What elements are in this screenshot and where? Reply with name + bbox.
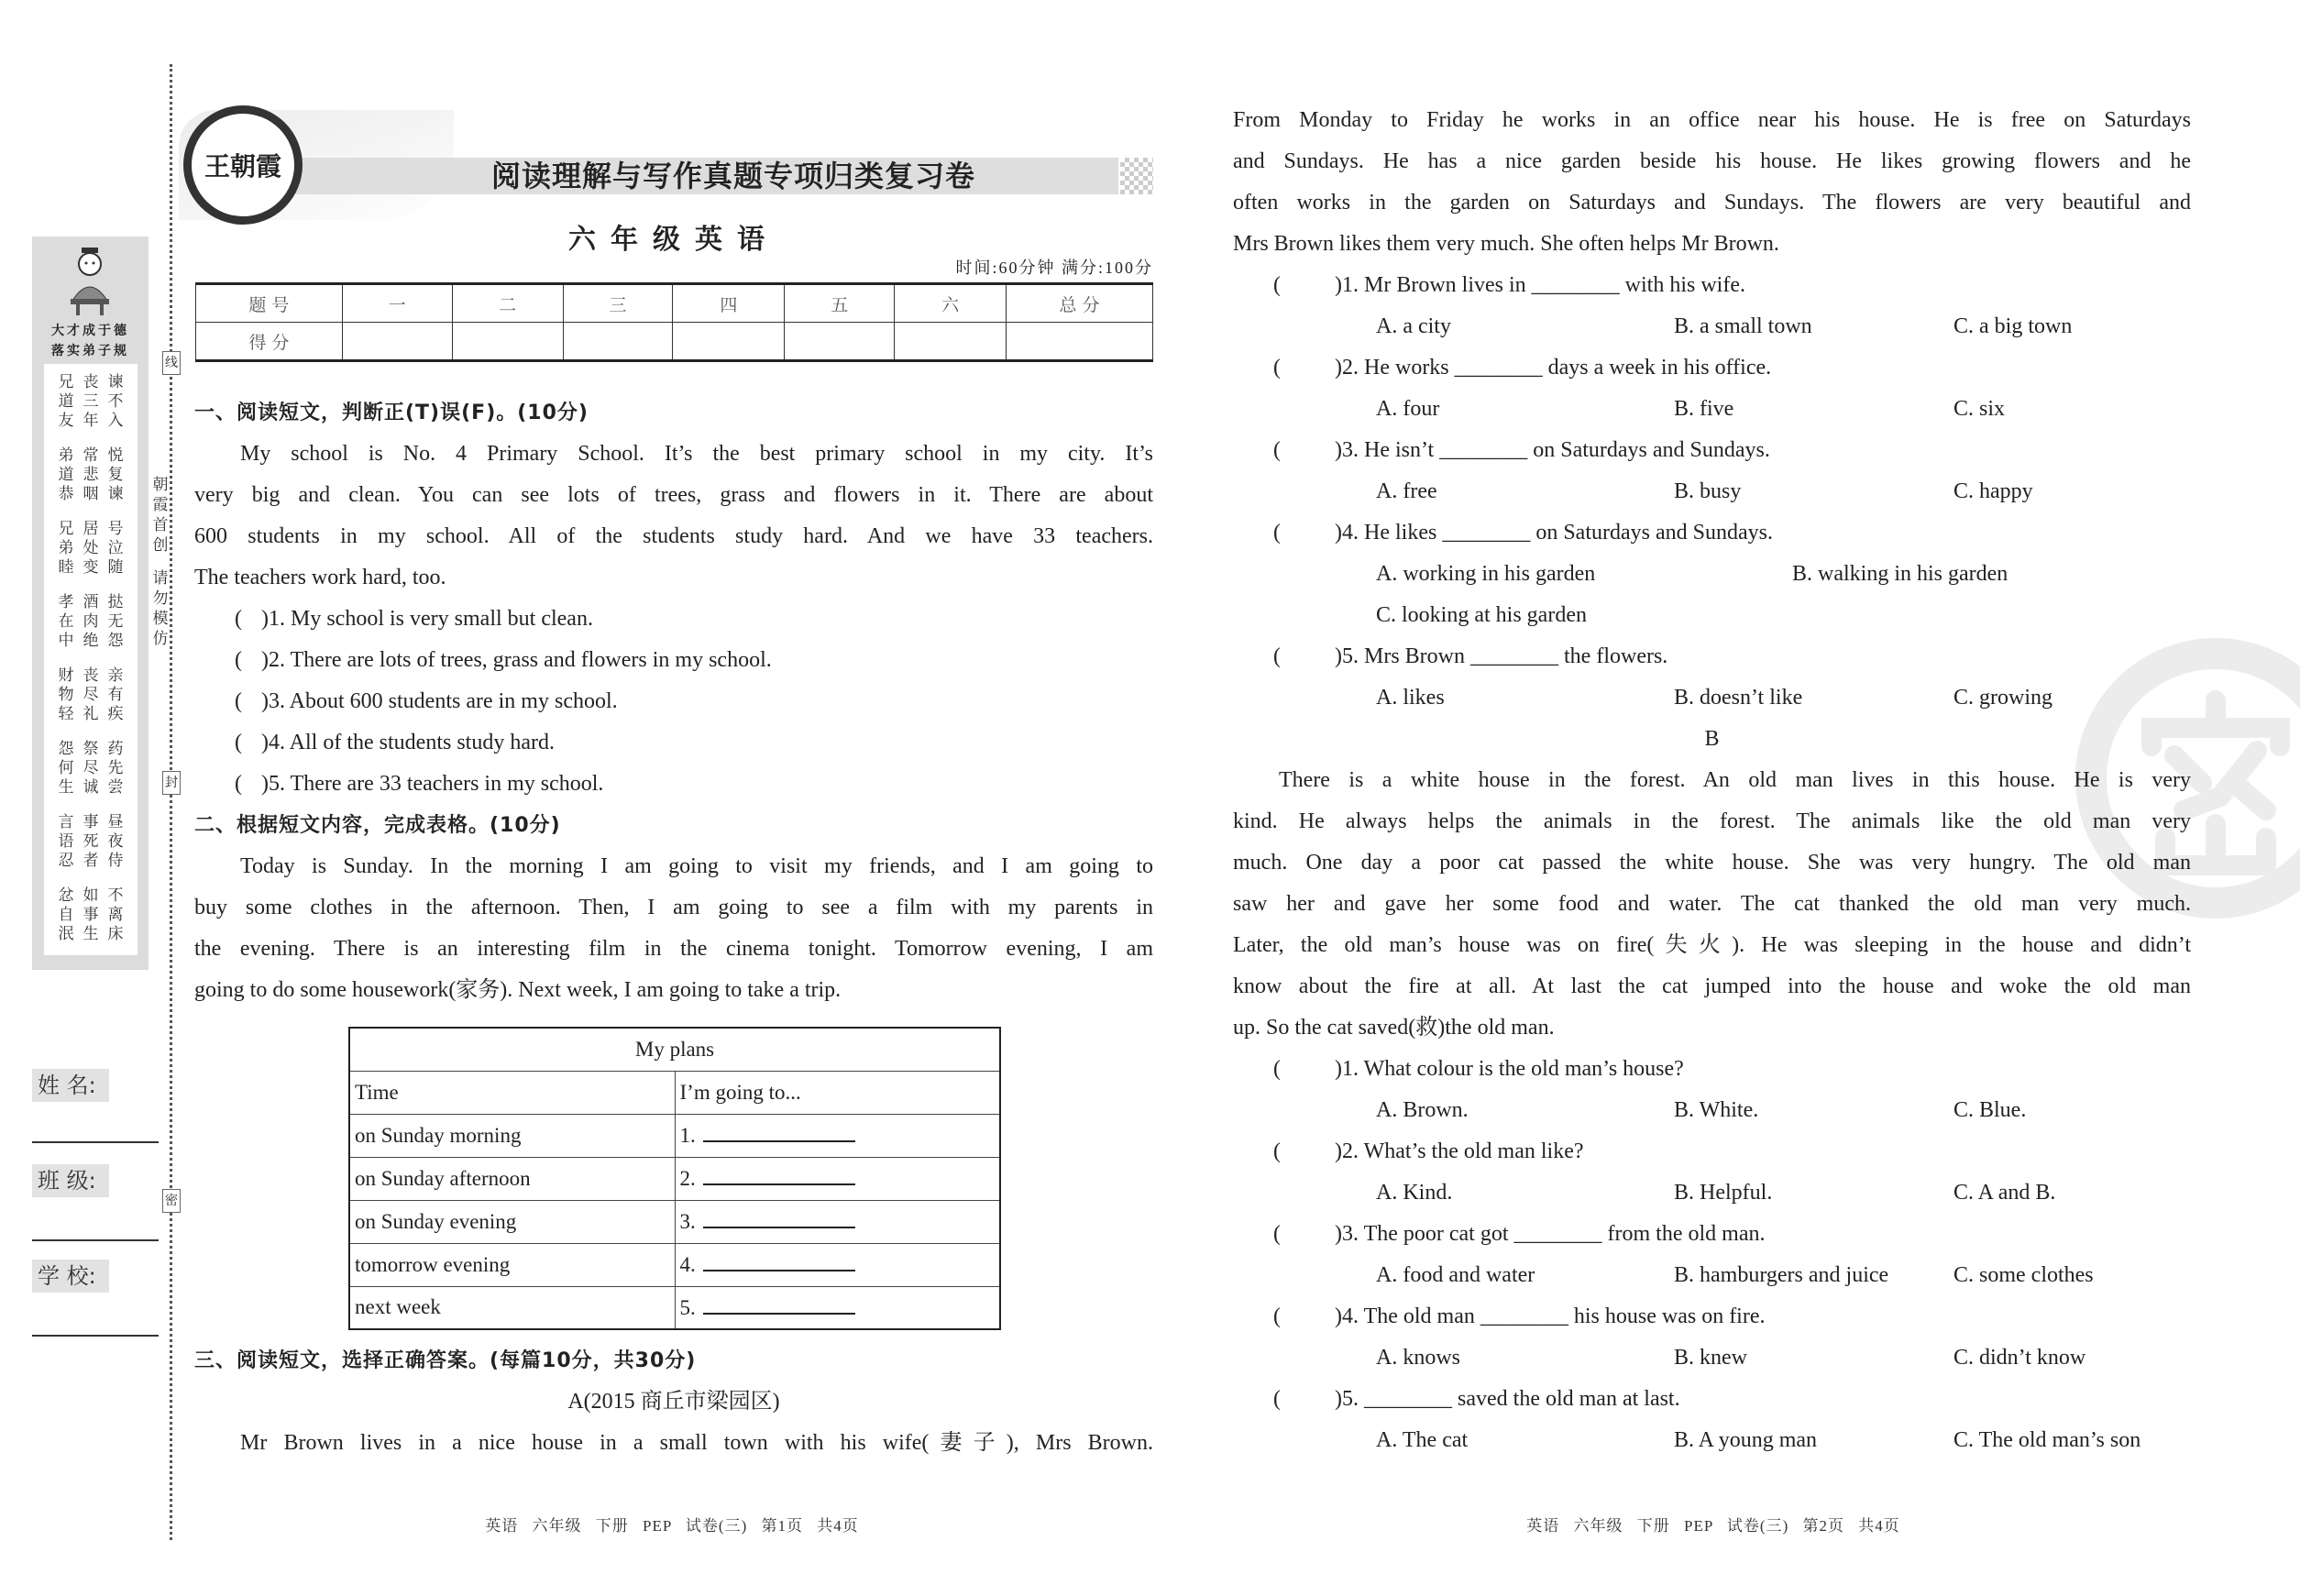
options-row [1233, 1420, 2191, 1461]
plans-answer-cell [675, 1114, 1000, 1157]
motto-line-1: 大才成于德 [51, 324, 129, 338]
verse-row: 怨祭药 [58, 740, 133, 758]
verse-row: 兄丧谏 [58, 373, 133, 391]
question-body [261, 722, 555, 764]
option[interactable]: B. busy [1674, 479, 1742, 503]
verse-row: 恭咽谏 [58, 485, 133, 503]
answer-bracket-close: ) [1335, 521, 1342, 545]
option[interactable]: B. A young man [1674, 1428, 1818, 1452]
question [194, 640, 1153, 681]
student-reading-icon [67, 246, 113, 319]
plans-time: on Sunday evening [349, 1200, 675, 1243]
options-row [1233, 389, 2191, 430]
verse-group [44, 808, 138, 881]
plans-number: 2. [679, 1167, 696, 1190]
verse-row: 泯生床 [58, 925, 133, 943]
verse-group [44, 881, 138, 954]
answer-bracket-open[interactable]: ( [1273, 644, 1281, 668]
verse-row: 睦变随 [58, 558, 133, 577]
verse-row: 物尽有 [58, 686, 133, 704]
question-text: 3. He isn’t ________ on Saturdays and Sundays. [1342, 438, 1770, 462]
score-column-header: 一 [342, 284, 452, 323]
passage-b [1233, 760, 2191, 1049]
answer-bracket-close: ) [261, 731, 269, 754]
plans-table [348, 1027, 1001, 1330]
score-cell[interactable] [452, 323, 563, 361]
answer-bracket-open[interactable]: ( [235, 648, 242, 672]
option[interactable]: A. Kind. [1376, 1181, 1453, 1205]
question-body [261, 764, 603, 805]
question [194, 599, 1153, 640]
answer-bracket-close: ) [261, 689, 269, 713]
answer-bracket-open[interactable]: ( [1273, 1304, 1281, 1328]
answer-bracket-open[interactable]: ( [235, 731, 242, 754]
score-column-header: 三 [563, 284, 673, 323]
passage-a-questions [1233, 265, 2191, 719]
options-row [1233, 1255, 2191, 1296]
question [1233, 265, 2191, 306]
answer-bracket-open[interactable]: ( [235, 772, 242, 796]
plans-number: 1. [679, 1124, 696, 1147]
passage-a-title: A(2015 商丘市梁园区) [567, 1390, 780, 1414]
plans-answer-blank[interactable] [703, 1287, 855, 1315]
option[interactable]: C. happy [1953, 479, 2033, 503]
class-field[interactable] [32, 1239, 159, 1241]
answer-bracket-close: ) [1335, 1304, 1342, 1328]
binding-marker-line: 线 [162, 351, 181, 375]
question-body [1335, 1214, 1765, 1255]
score-cell[interactable] [673, 323, 785, 361]
score-column-header: 五 [785, 284, 895, 323]
question-text: 1. My school is very small but clean. [269, 607, 593, 631]
plans-number: 4. [679, 1253, 696, 1276]
passage-line: up. So the cat saved(救)the old man. [1233, 1016, 1555, 1040]
binding-dotted-line [170, 64, 172, 1540]
passage-line: Today is Sunday. In the morning I am going to visit my friends, and I am going to [240, 854, 1153, 878]
footer-page-2: 英语 六年级 下册 PEP 试卷(三) 第2页 共4页 [1526, 1517, 1900, 1535]
question-body [261, 599, 593, 640]
answer-bracket-close: ) [1335, 1222, 1342, 1246]
answer-bracket-open[interactable]: ( [235, 607, 242, 631]
score-row-header: 得 分 [196, 323, 343, 361]
question-text: 2. He works ________ days a week in his office. [1342, 356, 1772, 380]
dizigui-sidebar [32, 237, 149, 970]
series-title: 阅读理解与写作真题专项归类复习卷 [490, 159, 975, 193]
option[interactable]: A. likes [1376, 686, 1445, 710]
option[interactable]: A. food and water [1376, 1263, 1535, 1287]
option[interactable]: A. Brown. [1376, 1098, 1469, 1122]
score-column-header: 总 分 [1007, 284, 1153, 323]
plans-number: 5. [679, 1295, 696, 1319]
question-text: 3. About 600 students are in my school. [269, 689, 618, 713]
question-text: 3. The poor cat got ________ from the old man. [1342, 1222, 1766, 1246]
section-3-heading: 三、阅读短文，选择正确答案。(每篇10分，共30分) [194, 1349, 697, 1372]
motto-line-2: 落实弟子规 [51, 344, 129, 358]
score-cell[interactable] [1007, 323, 1153, 361]
plans-answer-blank[interactable] [703, 1158, 855, 1185]
plans-header-time: Time [349, 1071, 675, 1114]
verse-row: 生诚尝 [58, 778, 133, 797]
answer-bracket-close: ) [1335, 1057, 1342, 1081]
page-1-content [194, 392, 1153, 1464]
name-field[interactable] [32, 1141, 159, 1143]
option[interactable]: A. knows [1376, 1346, 1461, 1370]
answer-bracket-open[interactable]: ( [1273, 1387, 1281, 1411]
question [1233, 1296, 2191, 1337]
options-row [1233, 1090, 2191, 1131]
answer-bracket-open[interactable]: ( [1273, 1222, 1281, 1246]
question-body [1335, 512, 1773, 554]
plans-answer-blank[interactable] [703, 1201, 855, 1228]
question-text: 5. ________ saved the old man at last. [1342, 1387, 1680, 1411]
option[interactable]: C. six [1953, 397, 2006, 421]
option[interactable]: B. walking in his garden [1792, 562, 2008, 586]
answer-bracket-open[interactable]: ( [1273, 521, 1281, 545]
plans-row [349, 1157, 1000, 1200]
passage-line: Later, the old man’s house was on fire(失火). He was sleeping in the house and didn’t [1233, 933, 2191, 957]
option[interactable]: B. knew [1674, 1346, 1747, 1370]
passage-line: kind. He always helps the animals in the forest. The animals like the old man very [1233, 809, 2191, 833]
plans-row [349, 1114, 1000, 1157]
option[interactable]: A. working in his garden [1376, 562, 1596, 586]
option[interactable]: A. The cat [1376, 1428, 1469, 1452]
score-cell[interactable] [342, 323, 452, 361]
question-text: 2. What’s the old man like? [1342, 1139, 1584, 1163]
answer-bracket-open[interactable]: ( [235, 689, 242, 713]
verse-row: 在肉无 [58, 612, 133, 631]
option[interactable]: C. didn’t know [1953, 1346, 2086, 1370]
plans-time: on Sunday morning [349, 1114, 675, 1157]
answer-bracket-close: ) [1335, 273, 1342, 297]
verse-row: 弟处泣 [58, 539, 133, 557]
score-table [195, 282, 1153, 362]
passage-line: going to do some housework(家务). Next week, I am going to take a trip. [194, 978, 842, 1002]
verse-group [44, 734, 138, 808]
brand-logo [183, 105, 303, 225]
verse-row: 友年入 [58, 412, 133, 430]
score-row-header: 题 号 [196, 284, 343, 323]
passage-line: Mrs Brown likes them very much. She often helps Mr Brown. [1233, 232, 1779, 256]
plans-row [349, 1243, 1000, 1286]
answer-bracket-close: ) [1335, 644, 1342, 668]
binding-marker-seal: 封 [162, 771, 181, 795]
option[interactable]: B. Helpful. [1674, 1181, 1773, 1205]
verse-group [44, 588, 138, 661]
verse-row: 忍者侍 [58, 852, 133, 870]
section-1-questions [194, 599, 1153, 805]
answer-bracket-close: ) [261, 772, 269, 796]
option[interactable]: B. a small town [1674, 314, 1812, 338]
passage-b-questions [1233, 1049, 2191, 1461]
section-1-passage [194, 434, 1153, 599]
verse-row: 财丧亲 [58, 666, 133, 685]
answer-bracket-close: ) [1335, 1387, 1342, 1411]
answer-bracket-open[interactable]: ( [1273, 273, 1281, 297]
verse-group [44, 514, 138, 588]
question [1233, 512, 2191, 554]
passage-line: and Sundays. He has a nice garden beside his house. He likes growing flowers and he [1233, 149, 2191, 173]
logo-text: 王朝霞 [204, 151, 281, 182]
question-text: 2. There are lots of trees, grass and flowers in my school. [269, 648, 772, 672]
question [1233, 1214, 2191, 1255]
verse-row: 忿如不 [58, 886, 133, 905]
plans-answer-cell [675, 1157, 1000, 1200]
verse-row: 何尽先 [58, 759, 133, 777]
question-text: 5. Mrs Brown ________ the flowers. [1342, 644, 1668, 668]
options-row [1233, 306, 2191, 347]
question-body [1335, 1296, 1766, 1337]
plans-answer-blank[interactable] [703, 1244, 855, 1271]
question-text: 1. What colour is the old man’s house? [1342, 1057, 1684, 1081]
section-2-passage [194, 846, 1153, 1011]
plans-table-title: My plans [349, 1028, 1000, 1071]
score-cell[interactable] [563, 323, 673, 361]
score-column-header: 四 [673, 284, 785, 323]
option[interactable]: A. a city [1376, 314, 1451, 338]
plans-time: next week [349, 1286, 675, 1329]
option[interactable]: C. some clothes [1953, 1263, 2094, 1287]
option[interactable]: A. free [1376, 479, 1437, 503]
plans-answer-blank[interactable] [703, 1115, 855, 1142]
verse-row: 弟常悦 [58, 446, 133, 465]
verse-group [44, 441, 138, 514]
plans-header-going: I’m going to... [675, 1071, 1000, 1114]
options-row [1233, 1337, 2191, 1379]
passage-line: There is a white house in the forest. An old man lives in this house. He is very [1279, 768, 2191, 792]
question-body [1335, 1049, 1684, 1090]
answer-bracket-open[interactable]: ( [1273, 1057, 1281, 1081]
passage-line: The teachers work hard, too. [194, 566, 446, 589]
verse-row: 言事昼 [58, 813, 133, 831]
question [1233, 347, 2191, 389]
option[interactable]: C. The old man’s son [1953, 1428, 2141, 1452]
name-label: 姓 名: [32, 1069, 109, 1102]
score-column-header: 六 [895, 284, 1007, 323]
question-body [1335, 430, 1770, 471]
option[interactable]: B. White. [1674, 1098, 1759, 1122]
verse-row: 语死夜 [58, 832, 133, 851]
question-text: 1. Mr Brown lives in ________ with his wife. [1342, 273, 1745, 297]
section-1-heading: 一、阅读短文，判断正(T)误(F)。(10分) [194, 402, 589, 424]
answer-bracket-close: ) [261, 607, 269, 631]
options-row [1233, 554, 2191, 595]
option[interactable]: A. four [1376, 397, 1440, 421]
answer-bracket-close: ) [1335, 356, 1342, 380]
plans-row [349, 1200, 1000, 1243]
score-cell[interactable] [895, 323, 1007, 361]
option[interactable]: C. a big town [1953, 314, 2073, 338]
option[interactable]: C. A and B. [1953, 1181, 2056, 1205]
question-body [1335, 1379, 1680, 1420]
answer-bracket-close: ) [1335, 1139, 1342, 1163]
option[interactable]: B. hamburgers and juice [1674, 1263, 1889, 1287]
passage-line: buy some clothes in the afternoon. Then, I am going to see a film with my parents in [194, 896, 1153, 919]
footer-page-1: 英语 六年级 下册 PEP 试卷(三) 第1页 共4页 [485, 1517, 859, 1535]
plans-time: on Sunday afternoon [349, 1157, 675, 1200]
passage-line: 600 students in my school. All of the students study hard. And we have 33 teachers. [194, 524, 1153, 548]
question-body [1335, 265, 1745, 306]
option[interactable]: B. five [1674, 397, 1734, 421]
question [1233, 1049, 2191, 1090]
score-cell[interactable] [785, 323, 895, 361]
verse-row: 道三不 [58, 392, 133, 411]
passage-line: very big and clean. You can see lots of trees, grass and flowers in it. There are about [194, 483, 1153, 507]
question-body [1335, 636, 1667, 677]
answer-bracket-open[interactable]: ( [1273, 1139, 1281, 1163]
question-body [1335, 1131, 1584, 1172]
plans-row [349, 1286, 1000, 1329]
options-row [1233, 595, 2191, 636]
verse-row: 道悲复 [58, 466, 133, 484]
question-text: 4. All of the students study hard. [269, 731, 555, 754]
page-2-content [1233, 100, 2191, 1461]
question-text: 4. He likes ________ on Saturdays and Sundays. [1342, 521, 1773, 545]
verse-row: 轻礼疾 [58, 705, 133, 723]
passage-b-title: B [1704, 727, 1720, 751]
verse-row: 中绝怨 [58, 632, 133, 650]
question [1233, 430, 2191, 471]
plans-answer-cell [675, 1243, 1000, 1286]
binding-notice-1: 朝霞首创 [152, 476, 169, 555]
question [1233, 636, 2191, 677]
score-column-header: 二 [452, 284, 563, 323]
plans-answer-cell [675, 1286, 1000, 1329]
passage-line: My school is No. 4 Primary School. It’s the best primary school in my city. It’s [240, 442, 1153, 466]
answer-bracket-close: ) [261, 648, 269, 672]
subject-title: 六年级英语 [568, 224, 779, 256]
question-body [1335, 347, 1771, 389]
question [194, 681, 1153, 722]
class-label: 班 级: [32, 1164, 109, 1197]
verse-group [44, 368, 138, 441]
options-row [1233, 471, 2191, 512]
school-label: 学 校: [32, 1260, 109, 1293]
passage-line: often works in the garden on Saturdays and Sundays. The flowers are very beautiful and [1233, 191, 2191, 215]
question [1233, 1131, 2191, 1172]
passage-line: much. One day a poor cat passed the white house. She was very hungry. The old man [1233, 851, 2191, 875]
plans-answer-cell [675, 1200, 1000, 1243]
plans-time: tomorrow evening [349, 1243, 675, 1286]
binding-notice-2: 请勿模仿 [152, 569, 169, 648]
passage-a [1233, 100, 2191, 265]
option[interactable]: C. growing [1953, 686, 2052, 710]
answer-bracket-open[interactable]: ( [1273, 438, 1281, 462]
question-body [261, 640, 772, 681]
verse-group [44, 661, 138, 734]
passage-a-first-line: Mr Brown lives in a nice house in a small town with his wife(妻子), Mrs Brown. [240, 1431, 1153, 1455]
options-row [1233, 1172, 2191, 1214]
school-field[interactable] [32, 1335, 159, 1337]
binding-marker-secret: 密 [162, 1189, 181, 1213]
passage-line: the evening. There is an interesting film in the cinema tonight. Tomorrow evening, I am [194, 937, 1153, 961]
verse-list [44, 364, 138, 955]
question-text: 5. There are 33 teachers in my school. [269, 772, 604, 796]
question-text: 4. The old man ________ his house was on fire. [1342, 1304, 1766, 1328]
question [1233, 1379, 2191, 1420]
answer-bracket-open[interactable]: ( [1273, 356, 1281, 380]
option[interactable]: C. Blue. [1953, 1098, 2027, 1122]
option[interactable]: B. doesn’t like [1674, 686, 1803, 710]
answer-bracket-close: ) [1335, 438, 1342, 462]
verse-row: 自事离 [58, 906, 133, 924]
verse-row: 孝酒挞 [58, 593, 133, 611]
option[interactable]: C. looking at his garden [1376, 603, 1587, 627]
plans-number: 3. [679, 1210, 696, 1233]
question [194, 764, 1153, 805]
question [194, 722, 1153, 764]
passage-line: know about the fire at all. At last the cat jumped into the house and woke the old man [1233, 974, 2191, 998]
passage-line: From Monday to Friday he works in an office near his house. He is free on Saturdays [1233, 108, 2191, 132]
time-info: 时间:60分钟 满分:100分 [955, 259, 1153, 277]
section-2-heading: 二、根据短文内容，完成表格。(10分) [194, 814, 561, 837]
verse-row: 兄居号 [58, 520, 133, 538]
passage-line: saw her and gave her some food and water. The cat thanked the old man very much. [1233, 892, 2191, 916]
question-body [261, 681, 618, 722]
options-row [1233, 677, 2191, 719]
